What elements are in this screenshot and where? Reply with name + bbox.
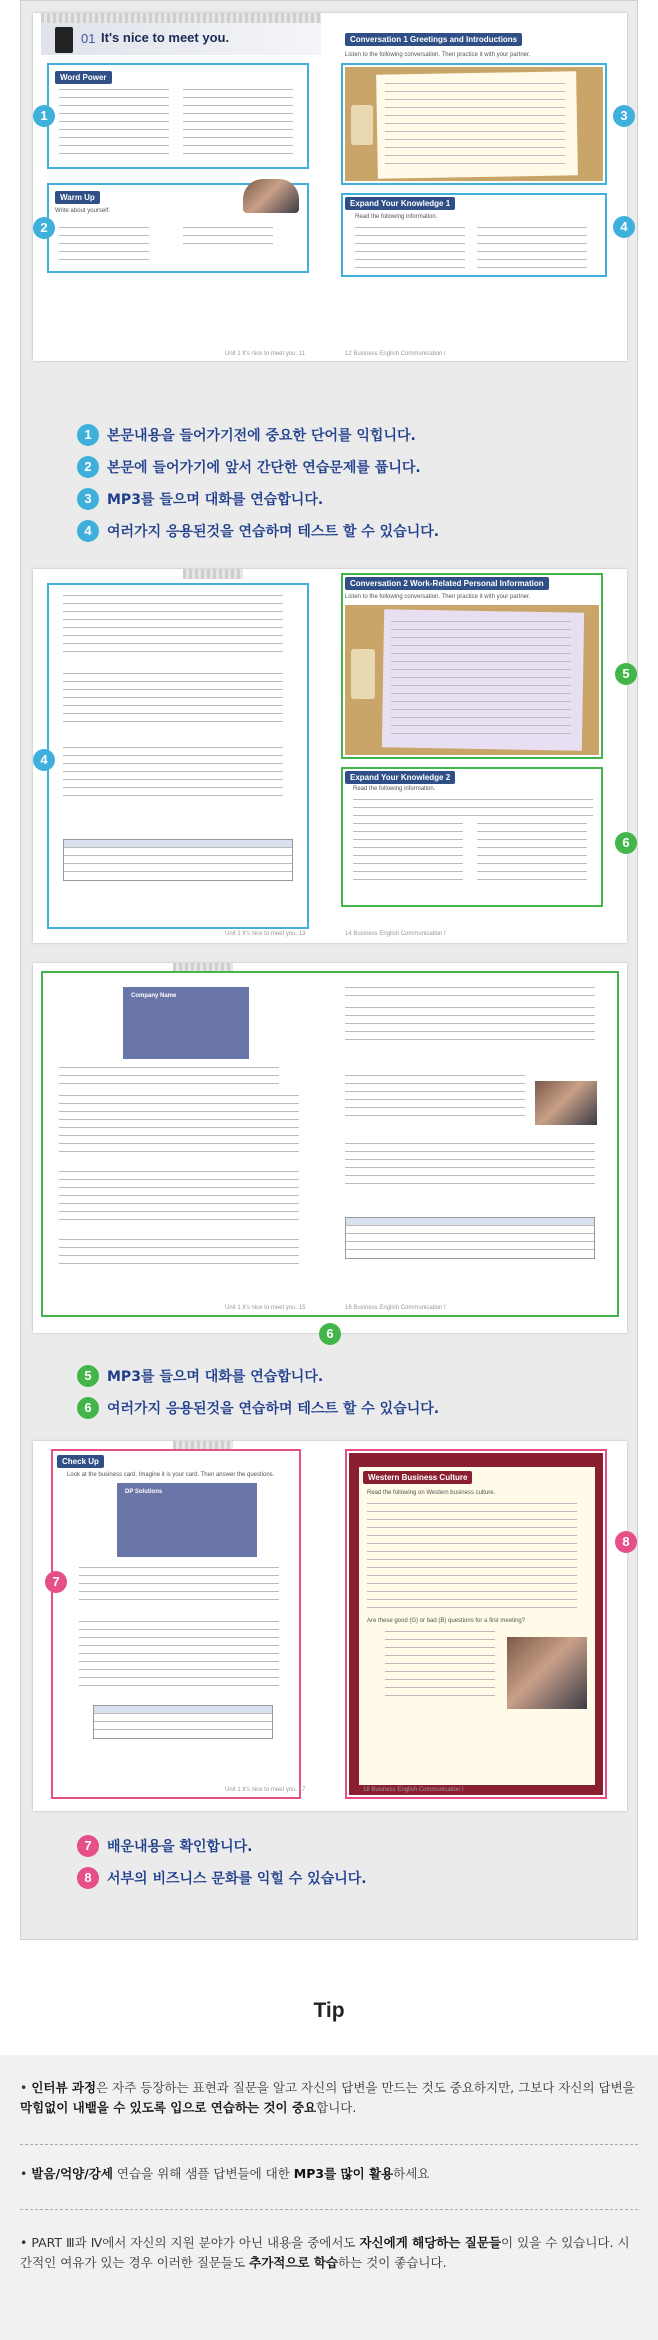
check-up-card xyxy=(117,1483,257,1557)
exercise-c-lines xyxy=(63,673,283,729)
warm-up-photo xyxy=(243,179,299,213)
marker-5: 5 xyxy=(615,663,637,685)
caption-3 xyxy=(77,488,323,510)
warm-up-fields-left xyxy=(59,227,149,267)
tip-3-text-a: PART Ⅲ과 Ⅳ에서 자신의 지원 분야가 아닌 내용을 중에서도 xyxy=(31,2235,360,2250)
caption-text-7: 배운내용을 확인합니다. xyxy=(107,1839,253,1855)
caption-text-6: 여러가지 응용된것을 연습하며 테스트 할 수 있습니다. xyxy=(107,1401,440,1417)
spread-1 xyxy=(33,13,627,361)
caption-marker-6: 6 xyxy=(77,1397,99,1419)
caption-marker-8: 8 xyxy=(77,1867,99,1889)
check-up-table xyxy=(93,1705,273,1739)
tip-2-strong-c: MP3를 많이 활용 xyxy=(293,2166,394,2181)
business-card-company: Company Name xyxy=(131,993,177,999)
tip-row-3: • PART Ⅲ과 Ⅳ에서 자신의 지원 분야가 아닌 내용을 중에서도 자신에게 해당하는 질문들이 있을 수 있습니다. 시간적인 여유가 있는 경우 이러한 질문들도 추가적으로 학습하는 것이 좋습니다. xyxy=(20,2235,630,2270)
tip-1-strong-c: 막힘없이 내뱉을 수 있도록 입으로 연습하는 것이 중요 xyxy=(20,2100,317,2115)
warm-up-fields-right xyxy=(183,227,273,251)
marker-6: 6 xyxy=(615,832,637,854)
tip-3-strong-d: 추가적으로 학습 xyxy=(249,2255,339,2270)
expand-2-text xyxy=(353,799,593,823)
word-power-label: Word Power xyxy=(55,71,112,84)
exercise-f-text xyxy=(345,987,595,1003)
caption-marker-3: 3 xyxy=(77,488,99,510)
chapter-number: 01 xyxy=(81,31,96,46)
colleagues-photo xyxy=(535,1081,597,1125)
skyline-decoration xyxy=(41,13,321,23)
caption-marker-4: 4 xyxy=(77,520,99,542)
page-number-left-2: Unit 1 It's nice to meet you. 13 xyxy=(225,931,306,937)
conversation-2-instruction: Listen to the following conversation. Then practice it with your partner. xyxy=(345,594,531,600)
tip-divider-1 xyxy=(20,2144,638,2145)
exercise-c3-lines xyxy=(59,1095,299,1159)
card-fields xyxy=(59,1067,279,1091)
exercise-i-table xyxy=(345,1217,595,1259)
tip-row-2: • 발음/억양/강세 연습을 위해 샘플 답변들에 대한 MP3를 많이 활용하세요 xyxy=(20,2166,430,2181)
tip-1-text-b: 은 자주 등장하는 표현과 질문을 알고 자신의 답변을 만드는 것도 중요하지만, 그보다 자신의 답변을 xyxy=(96,2080,635,2095)
caption-marker-2: 2 xyxy=(77,456,99,478)
exercise-h-lines xyxy=(345,1143,595,1191)
meeting-illustration-2 xyxy=(351,649,375,699)
conversation-2-label: Conversation 2 Work-Related Personal Information xyxy=(345,577,549,590)
caption-7 xyxy=(77,1835,252,1857)
caption-6 xyxy=(77,1397,439,1419)
caption-text-3: MP3를 들으며 대화를 연습합니다. xyxy=(107,492,324,508)
caption-8 xyxy=(77,1867,367,1889)
check-up-card-company: DP Solutions xyxy=(125,1489,163,1495)
tip-2-text-b: 연습을 위해 샘플 답변들에 대한 xyxy=(112,2166,294,2181)
culture-questions-label: Are these good (G) or bad (B) questions for a first meeting? xyxy=(367,1618,526,1624)
expand-2-left-list xyxy=(353,823,463,887)
check-up-label: Check Up xyxy=(57,1455,104,1468)
meeting-illustration xyxy=(351,105,373,145)
caption-text-8: 서부의 비즈니스 문화를 익힐 수 있습니다. xyxy=(107,1871,367,1887)
caption-4 xyxy=(77,520,439,542)
page-number-left-4: Unit 1 It's nice to meet you. 17 xyxy=(225,1787,306,1793)
book-cover-image xyxy=(55,27,73,53)
spread-4 xyxy=(33,1441,630,1811)
chapter-title: It's nice to meet you. xyxy=(101,30,230,45)
expand-1-left-list xyxy=(355,227,465,275)
marker-4: 4 xyxy=(613,216,635,238)
tip-2-strong-a: 발음/억양/강세 xyxy=(31,2166,113,2181)
preview-frame xyxy=(20,0,638,1940)
tip-3-text-e: 하는 것이 좋습니다. xyxy=(338,2255,447,2270)
exercise-e3-lines xyxy=(59,1239,299,1271)
marker-8: 8 xyxy=(615,1531,637,1553)
chapter-header xyxy=(41,19,321,55)
warm-up-label: Warm Up xyxy=(55,191,100,204)
expand-2-instruction: Read the following information. xyxy=(353,786,436,792)
skyline-decoration-2 xyxy=(183,569,243,579)
exercise-b-lines xyxy=(63,595,283,659)
exercise-d3-lines xyxy=(59,1171,299,1227)
tip-title: Tip xyxy=(313,1999,345,2022)
expand-2-label: Expand Your Knowledge 2 xyxy=(345,771,455,784)
marker-2: 2 xyxy=(33,217,55,239)
caption-text-2: 본문에 들어가기에 앞서 간단한 연습문제를 풉니다. xyxy=(107,460,421,476)
marker-3: 3 xyxy=(613,105,635,127)
dialogue-lines-2 xyxy=(391,621,571,741)
page-number-left-3: Unit 1 It's nice to meet you. 15 xyxy=(225,1305,306,1311)
spread-2 xyxy=(33,569,630,943)
marker-4b: 4 xyxy=(33,749,55,771)
culture-questions xyxy=(385,1631,495,1703)
tip-2-text-d: 하세요 xyxy=(393,2166,430,2181)
caption-text-1: 본문내용을 들어가기전에 중요한 단어를 익힙니다. xyxy=(107,428,416,444)
exercise-e-table xyxy=(63,839,293,881)
marker-1: 1 xyxy=(33,105,55,127)
culture-text xyxy=(367,1503,577,1615)
caption-text-5: MP3를 들으며 대화를 연습합니다. xyxy=(107,1369,324,1385)
expand-1-label: Expand Your Knowledge 1 xyxy=(345,197,455,210)
word-list-left xyxy=(59,89,169,161)
caption-marker-1: 1 xyxy=(77,424,99,446)
tip-3-strong-b: 자신에게 해당하는 질문들 xyxy=(359,2235,502,2250)
caption-text-4: 여러가지 응용된것을 연습하며 테스트 할 수 있습니다. xyxy=(107,524,440,540)
conversation-1-instruction: Listen to the following conversation. Then practice it with your partner. xyxy=(345,52,531,58)
marker-7: 7 xyxy=(45,1571,67,1593)
tip-row-1: • 인터뷰 과정은 자주 등장하는 표현과 질문을 알고 자신의 답변을 만드는 것도 중요하지만, 그보다 자신의 답변을 막힘없이 내뱉을 수 있도록 입으로 연습하는 것이 중요합니다. xyxy=(20,2080,635,2115)
tip-3-text-c: 이 있을 수 있습니다. 시간적인 여유가 있는 경우 이러한 질문들도 xyxy=(20,2235,630,2270)
caption-5 xyxy=(77,1365,323,1387)
expand-2-right-list xyxy=(477,823,587,887)
dialogue-lines xyxy=(385,83,565,171)
caption-marker-7: 7 xyxy=(77,1835,99,1857)
warm-up-instruction: Write about yourself. xyxy=(55,208,110,214)
page-number-right-3: 16 Business English Communication I xyxy=(345,1305,446,1311)
caption-1 xyxy=(77,424,416,446)
caption-2 xyxy=(77,456,421,478)
check-up-instruction: Look at the business card. Imagine it is your card. Then answer the questions. xyxy=(67,1472,275,1478)
marker-6b: 6 xyxy=(319,1323,341,1345)
exercise-g-lines xyxy=(345,1075,525,1123)
culture-label: Western Business Culture xyxy=(363,1471,472,1484)
handshake-photo xyxy=(507,1637,587,1709)
spread-3 xyxy=(33,963,627,1333)
exercise-f-list xyxy=(345,1007,595,1047)
check-up-questions xyxy=(79,1567,279,1607)
expand-1-right-list xyxy=(477,227,587,275)
business-card xyxy=(123,987,249,1059)
tip-divider-2 xyxy=(20,2209,638,2210)
page-number-right-4: 18 Business English Communication I xyxy=(363,1787,464,1793)
page-number-right-2: 14 Business English Communication I xyxy=(345,931,446,937)
tip-1-strong-a: 인터뷰 과정 xyxy=(31,2080,97,2095)
caption-marker-5: 5 xyxy=(77,1365,99,1387)
page-number-right: 12 Business English Communication I xyxy=(345,351,446,357)
page-number-left: Unit 1 It's nice to meet you. 11 xyxy=(225,351,306,357)
tip-1-text-d: 합니다. xyxy=(316,2100,357,2115)
culture-instruction: Read the following on Western business culture. xyxy=(367,1490,496,1496)
word-list-right xyxy=(183,89,293,161)
exercise-d-lines xyxy=(63,747,283,803)
expand-1-instruction: Read the following information. xyxy=(355,214,438,220)
conversation-1-label: Conversation 1 Greetings and Introductions xyxy=(345,33,522,46)
check-up-practice xyxy=(79,1621,279,1693)
